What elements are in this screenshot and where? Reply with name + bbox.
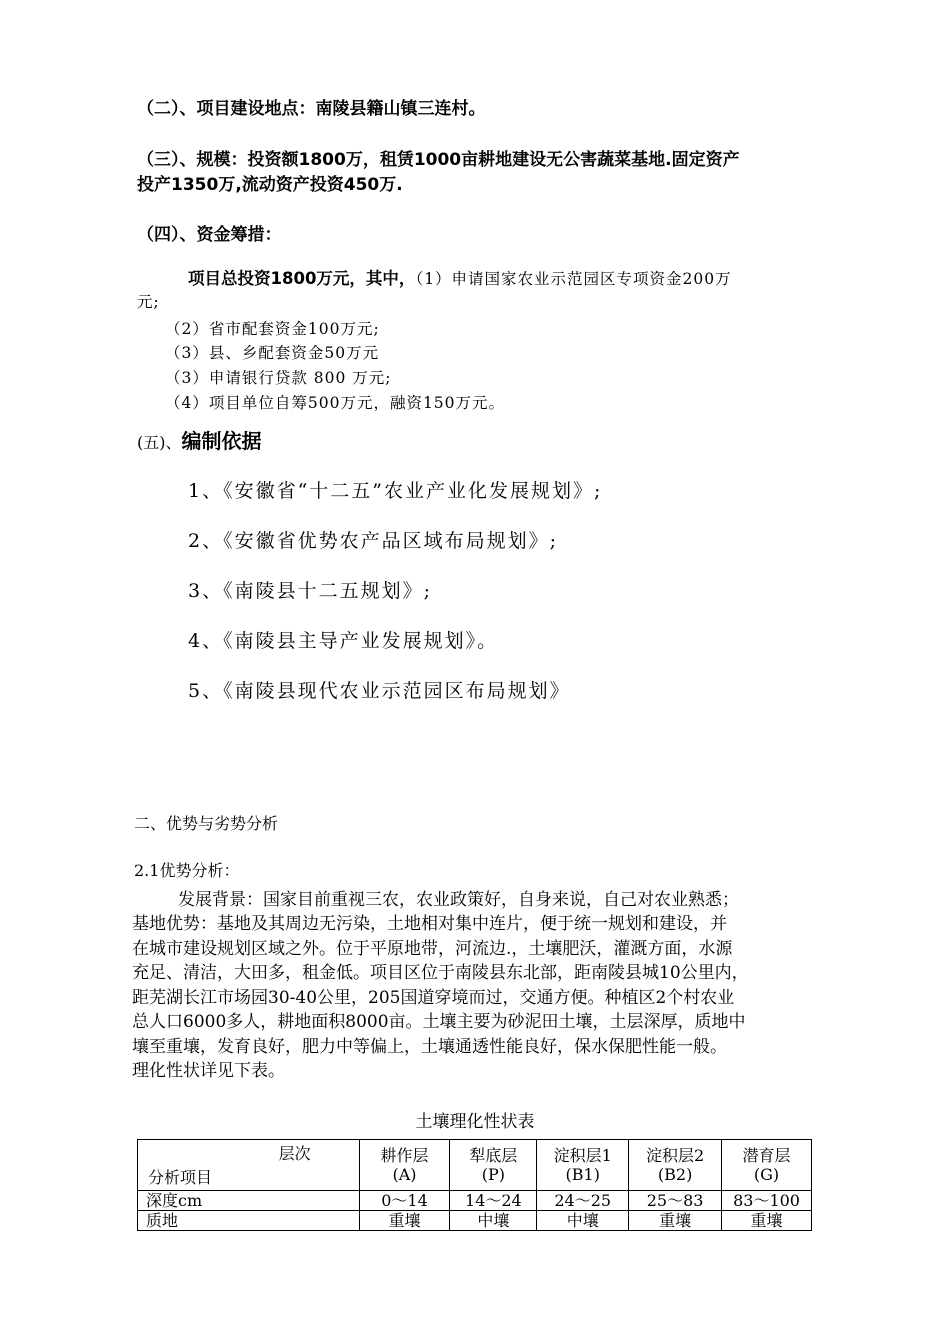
column-header: 淀积层1 (B1): [537, 1140, 629, 1191]
basis-item: 2、《安徽省优势农产品区域布局规划》;: [188, 530, 558, 552]
funding-item: （3）县、乡配套资金50万元: [165, 344, 380, 362]
table-cell: 83～100: [722, 1191, 812, 1211]
table-cell: 中壤: [450, 1211, 537, 1231]
section-scale-line2: 投产1350万,流动资产投资450万.: [137, 175, 403, 195]
funding-lead-rest: （1）申请国家农业示范园区专项资金200万: [415, 270, 732, 288]
funding-lead-cont: 元;: [137, 293, 160, 311]
table-row: [138, 1211, 812, 1231]
table-cell: 重壤: [722, 1211, 812, 1231]
table-cell: 0～14: [359, 1191, 450, 1211]
basis-item: 5、《南陵县现代农业示范园区布局规划》: [188, 680, 571, 702]
paragraph-line: 基地优势：基地及其周边无污染，土地相对集中连片，便于统一规划和建设，并: [132, 914, 727, 934]
table-header-row: [138, 1140, 812, 1191]
table-cell: 重壤: [359, 1211, 450, 1231]
chapter-title: 二、优势与劣势分析: [134, 814, 279, 833]
paragraph-line: 在城市建设规划区域之外。位于平原地带，河流边.，土壤肥沃，灌溉方面，水源: [132, 939, 733, 959]
section-scale-line1: （三）、规模：投资额1800万，租赁1000亩耕地建设无公害蔬菜基地.固定资产: [137, 150, 740, 170]
table-caption: 土壤理化性状表: [415, 1112, 535, 1132]
table-corner-cell: [138, 1140, 360, 1191]
row-label: 深度cm: [138, 1191, 360, 1211]
paragraph-line: 发展背景：国家目前重视三农，农业政策好，自身来说，自己对农业熟悉；: [178, 890, 739, 910]
paragraph-line: 壤至重壤，发育良好，肥力中等偏上，土壤通透性能良好，保水保肥性能一般。: [132, 1037, 727, 1057]
corner-bottom-label: 分析项目: [148, 1168, 213, 1187]
funding-item: （3）申请银行贷款 800 万元;: [165, 369, 392, 387]
column-header: 犁底层 (P): [450, 1140, 537, 1191]
basis-item: 1、《安徽省“十二五”农业产业化发展规划》;: [188, 480, 603, 502]
subsection-title: 2.1优势分析：: [134, 861, 240, 880]
corner-top-label: 层次: [278, 1144, 311, 1163]
column-header: 潜育层 (G): [722, 1140, 812, 1191]
table-cell: 14～24: [450, 1191, 537, 1211]
table-row: [138, 1191, 812, 1211]
funding-item: （2）省市配套资金100万元;: [165, 320, 380, 338]
paragraph-line: 总人口6000多人，耕地面积8000亩。土壤主要为砂泥田土壤，土层深厚，质地中: [132, 1012, 746, 1032]
basis-item: 4、《南陵县主导产业发展规划》。: [188, 630, 499, 652]
section-location: （二）、项目建设地点：南陵县籍山镇三连村。: [137, 99, 486, 119]
funding-lead-bold: 项目总投资1800万元，其中，: [188, 269, 416, 288]
table-cell: 25～83: [629, 1191, 722, 1211]
soil-properties-table: [137, 1139, 812, 1231]
section-basis-heading: [137, 425, 262, 454]
basis-prefix: (五)、: [137, 433, 182, 452]
funding-item: （4）项目单位自筹500万元，融资150万元。: [165, 394, 506, 412]
column-header: 耕作层 (A): [359, 1140, 450, 1191]
table-cell: 重壤: [629, 1211, 722, 1231]
section-funding-title: （四）、资金筹措：: [137, 225, 282, 245]
basis-title: 编制依据: [181, 429, 262, 453]
row-label: 质地: [138, 1211, 360, 1231]
table-cell: 24～25: [537, 1191, 629, 1211]
column-header: 淀积层2 (B2): [629, 1140, 722, 1191]
table-cell: 中壤: [537, 1211, 629, 1231]
paragraph-line: 距芜湖长江市场园30-40公里，205国道穿境而过，交通方便。种植区2个村农业: [132, 988, 735, 1008]
basis-item: 3、《南陵县十二五规划》;: [188, 580, 432, 602]
paragraph-line: 充足、清洁，大田多，租金低。项目区位于南陵县东北部，距南陵县城10公里内，: [132, 963, 749, 983]
paragraph-line: 理化性状详见下表。: [132, 1061, 285, 1081]
funding-lead: [188, 265, 732, 289]
